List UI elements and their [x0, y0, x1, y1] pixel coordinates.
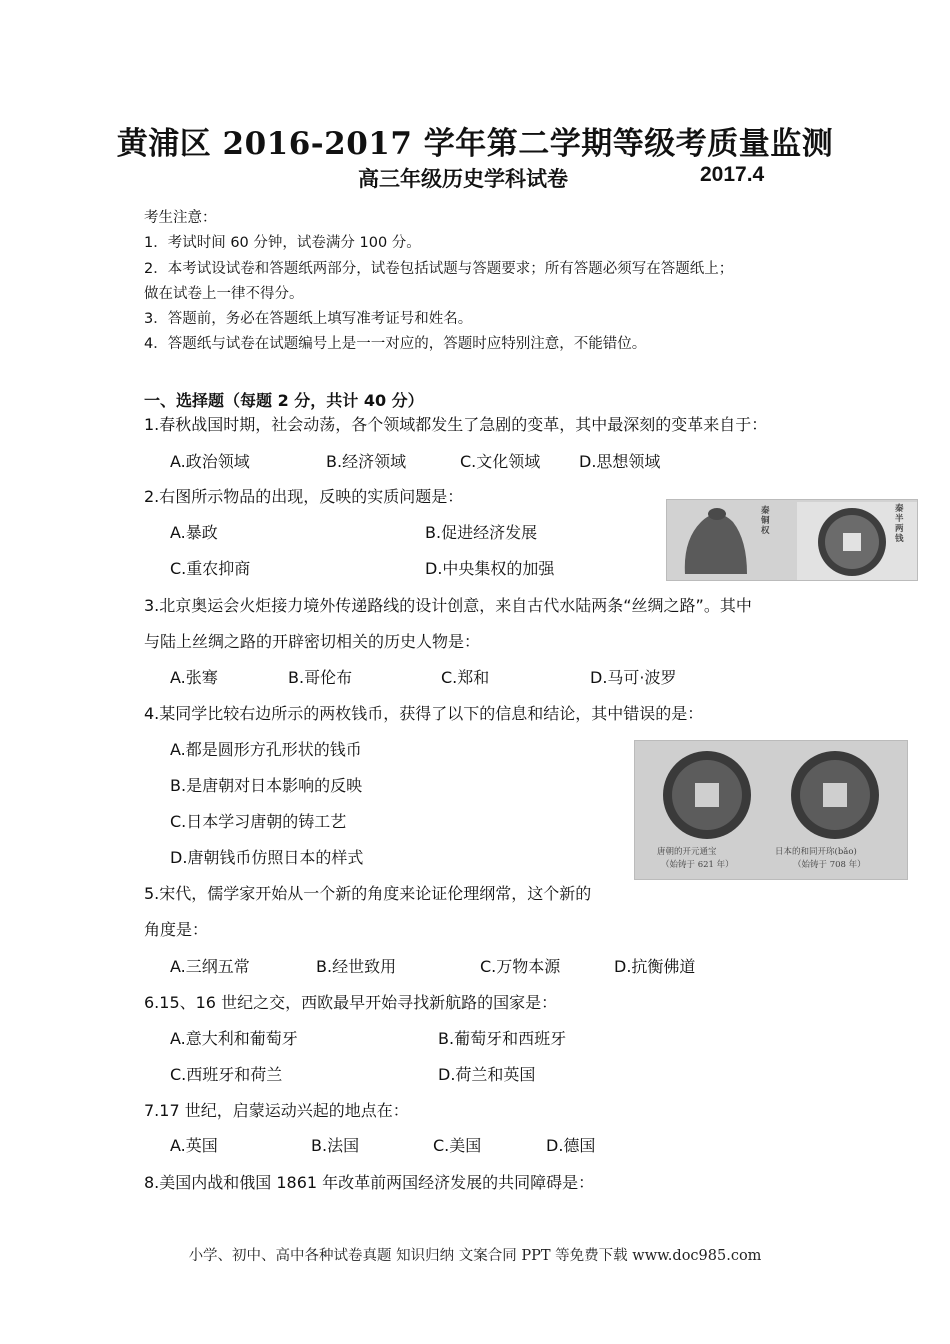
option: B.经世致用: [316, 957, 397, 976]
option: A.政治领域: [170, 452, 250, 471]
option: B.哥伦布: [288, 668, 353, 687]
option: B.是唐朝对日本影响的反映: [170, 776, 363, 795]
option: A.张骞: [170, 668, 218, 687]
option: A.三纲五常: [170, 957, 250, 976]
coin-caption: 唐朝的开元通宝: [657, 847, 717, 857]
question-stem-continued: 与陆上丝绸之路的开辟密切相关的历史人物是：: [144, 632, 481, 651]
figure-label: 秦铜权: [761, 506, 770, 536]
notice-line: 4．答题纸与试卷在试题编号上是一一对应的，答题时应特别注意，不能错位。: [144, 336, 647, 352]
option: A.暴政: [170, 523, 218, 542]
question-stem: 2.右图所示物品的出现，反映的实质问题是：: [144, 487, 464, 506]
coin-caption: 日本的和同开珎(bǎo): [775, 847, 857, 857]
question-stem: 1.春秋战国时期，社会动荡，各个领域都发生了急剧的变革，其中最深刻的变革来自于：: [144, 415, 768, 434]
option: C.文化领域: [460, 452, 541, 471]
page-footer: 小学、初中、高中各种试卷真题 知识归纳 文案合同 PPT 等免费下载 www.doc985.com: [188, 1248, 762, 1264]
option: B.促进经济发展: [425, 523, 538, 542]
option: C.万物本源: [480, 957, 561, 976]
option: D.马可·波罗: [590, 668, 677, 687]
question-stem-continued: 角度是：: [144, 920, 209, 939]
option: B.经济领域: [326, 452, 407, 471]
coin-caption: （始铸于 708 年）: [793, 860, 866, 870]
notice-line: 做在试卷上一律不得分。: [144, 286, 304, 302]
two-coins-photo: [634, 740, 908, 880]
notice-line: 2．本考试设试卷和答题纸两部分，试卷包括试题与答题要求；所有答题必须写在答题纸上；: [144, 261, 734, 277]
question-stem: 3.北京奥运会火炬接力境外传递路线的设计创意，来自古代水陆两条“丝绸之路”。其中: [144, 596, 752, 615]
option: D.抗衡佛道: [614, 957, 696, 976]
coin-caption: （始铸于 621 年）: [661, 860, 734, 870]
section-title: 一、选择题（每题 2 分，共计 40 分）: [144, 391, 424, 410]
notice-heading: 考生注意：: [144, 210, 217, 226]
option: A.都是圆形方孔形状的钱币: [170, 740, 362, 759]
exam-subtitle: 高三年级历史学科试卷: [358, 166, 568, 191]
option: B.法国: [311, 1136, 360, 1155]
exam-date: 2017.4: [700, 163, 765, 186]
notice-line: 1．考试时间 60 分钟，试卷满分 100 分。: [144, 235, 421, 251]
option: B.葡萄牙和西班牙: [438, 1029, 567, 1048]
qin-artifacts-illustration: [667, 500, 917, 580]
option: D.唐朝钱币仿照日本的样式: [170, 848, 364, 867]
option: C.日本学习唐朝的铸工艺: [170, 812, 347, 831]
question-stem: 5.宋代，儒学家开始从一个新的角度来论证伦理纲常，这个新的: [144, 884, 592, 903]
option: D.德国: [546, 1136, 596, 1155]
notice-line: 3．答题前，务必在答题纸上填写准考证号和姓名。: [144, 311, 473, 327]
option: D.荷兰和英国: [438, 1065, 536, 1084]
question-stem: 7.17 世纪，启蒙运动兴起的地点在：: [144, 1101, 409, 1120]
option: C.郑和: [441, 668, 490, 687]
option: C.美国: [433, 1136, 482, 1155]
option: D.思想领域: [579, 452, 661, 471]
figure-label: 秦半两钱: [895, 504, 904, 544]
question-stem: 6.15、16 世纪之交，西欧最早开始寻找新航路的国家是：: [144, 993, 558, 1012]
question-stem: 4.某同学比较右边所示的两枚钱币，获得了以下的信息和结论，其中错误的是：: [144, 704, 704, 723]
qin-weight-coin-photo: [666, 499, 918, 581]
exam-title: 黄浦区 2016-2017 学年第二学期等级考质量监测: [116, 126, 834, 162]
option: C.西班牙和荷兰: [170, 1065, 283, 1084]
option: D.中央集权的加强: [425, 559, 555, 578]
option: A.英国: [170, 1136, 218, 1155]
question-stem: 8.美国内战和俄国 1861 年改革前两国经济发展的共同障碍是：: [144, 1173, 595, 1192]
option: C.重农抑商: [170, 559, 251, 578]
option: A.意大利和葡萄牙: [170, 1029, 298, 1048]
